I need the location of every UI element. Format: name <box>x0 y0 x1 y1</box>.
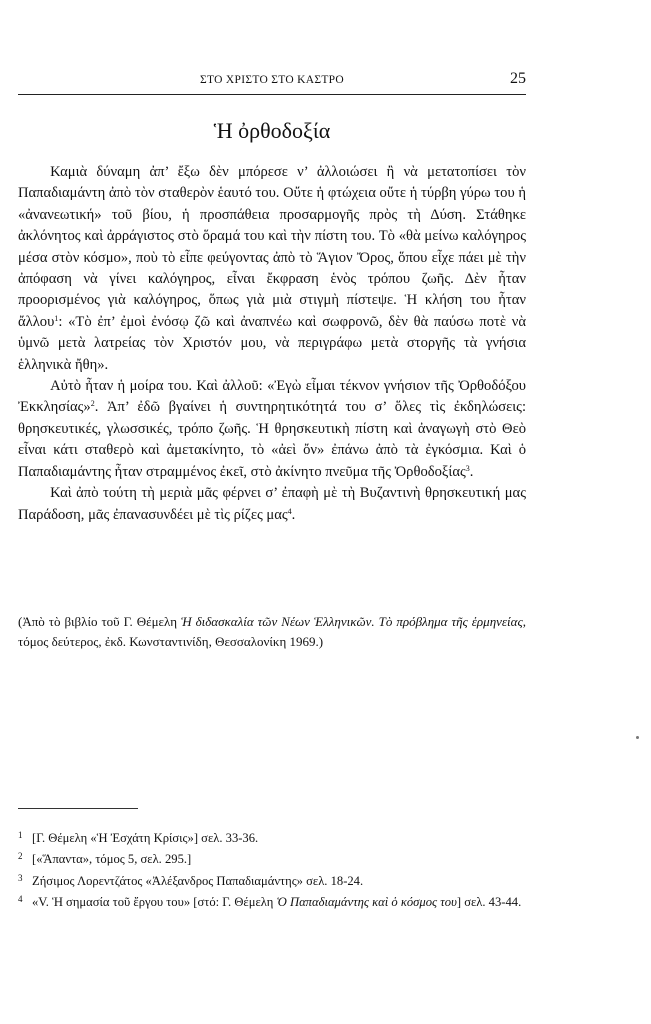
paragraph-text: . <box>469 463 474 480</box>
citation-text: (Ἀπὸ τὸ βιβλίο τοῦ Γ. Θέμελη <box>18 614 181 629</box>
footnote <box>18 826 526 847</box>
footnote <box>18 890 526 911</box>
paragraph-text: Αὐτὸ ἦταν ἡ μοίρα του. Καὶ ἀλλοῦ: «Ἐγὼ εἶμαι τέκνον γνήσιον τῆς Ὀρθοδόξου Ἐκκλησίας» <box>18 378 526 416</box>
footnote-text: Ζήσιμος Λορεντζάτος «Ἀλέξανδρος Παπαδιαμάντης» σελ. 18-24. <box>32 873 364 888</box>
citation-book-title: Ἡ διδασκαλία τῶν Νέων Ἑλληνικῶν. Τὸ πρόβλημα τῆς ἑρμηνείας <box>180 614 523 629</box>
footnote-divider <box>18 808 138 809</box>
footnote <box>18 847 526 868</box>
paragraph <box>18 483 526 526</box>
footnote-ref: 3 <box>465 463 470 473</box>
body-text <box>18 162 526 526</box>
footnote-ref: 2 <box>90 399 95 409</box>
footnotes <box>18 826 526 911</box>
paragraph-text: Καμιὰ δύναμη ἀπ’ ἔξω δὲν μπόρεσε ν’ ἀλλοιώσει ἢ νὰ μετατοπίσει τὸν Παπαδιαμάντη ἀπὸ τὸν σταθερὸν ἑαυτό του. Οὔτε ἡ φτώχεια οὔτε ἡ τύρβη γύρω του ἡ «ἀνανεωτική» τοῦ βίου, ἡ προσπάθεια προσαρμογῆς πρὸς τὴ Δύση. Στάθηκε ἀκλόνητος καὶ ἀρράγιστος στὸ ὅραμά του καὶ τὴν πίστη του. Τὸ «θὰ μείνω καλόγηρος μέσα στὸν κόσμο», ποὺ τὸ εἶπε φεύγοντας ἀπὸ τὸ Ἅγιον Ὄρος, ὅπου εἶχε πάει μὲ τὴν ἀπόφαση νὰ γίνει καλόγηρος, εἶναι ἔκφραση ἑνὸς τρόπου ζωῆς. Δὲν ἦταν προορισμένος γιὰ καλόγηρος, ὅπως γιὰ μιὰ στιγμὴ πίστεψε. Ἡ κλήση του ἦταν ἄλλου <box>18 164 526 330</box>
footnote-ref: 1 <box>54 313 59 323</box>
footnote-ref: 4 <box>287 506 292 516</box>
footnote-number: 1 <box>18 830 23 840</box>
page-number: 25 <box>510 70 526 87</box>
stray-dot <box>636 736 639 739</box>
footnote-text: [«Ἅπαντα», τόμος 5, σελ. 295.] <box>32 852 192 867</box>
citation-text: , τόμος δεύτερος, ἐκδ. Κωνσταντινίδη, Θεσσαλονίκη 1969.) <box>18 614 526 649</box>
paragraph-text: Καὶ ἀπὸ τούτη τὴ μεριὰ μᾶς φέρνει σ’ ἐπαφὴ μὲ τὴ Βυζαντινὴ θρησκευτική μας Παράδοση, μᾶς ἐπανασυνδέει μὲ τὶς ρίζες μας <box>18 485 526 523</box>
paragraph <box>18 162 526 376</box>
footnote-text: «V. Ἡ σημασία τοῦ ἔργου του» [στό: Γ. Θέμελη <box>32 894 277 909</box>
chapter-title: Ἡ ὀρθοδοξία <box>213 118 331 143</box>
paragraph-text: . <box>291 506 296 523</box>
footnote-number: 3 <box>18 872 23 883</box>
running-title: ΣΤΟ ΧΡΙΣΤΟ ΣΤΟ ΚΑΣΤΡΟ <box>200 74 344 86</box>
paragraph <box>18 376 526 483</box>
running-header <box>18 68 526 95</box>
footnote-number: 4 <box>18 893 23 904</box>
paragraph-text: : «Τὸ ἐπ’ ἐμοὶ ἐνόσῳ ζῶ καὶ ἀναπνέω καὶ σωφρονῶ, δὲν θὰ παύσω ποτὲ νὰ ὑμνῶ μετὰ λατρείας τὸν Χριστόν μου, νὰ περιγράφω μετὰ στοργῆς τὰ γνήσια ἑλληνικὰ ἤθη». <box>18 313 526 373</box>
footnote-number: 2 <box>18 851 23 862</box>
footnote-text: ] σελ. 43-44. <box>456 894 522 909</box>
source-citation <box>18 612 526 652</box>
footnote-book-title: Ὁ Παπαδιαμάντης καὶ ὁ κόσμος του <box>276 894 457 909</box>
paragraph-text: . Ἀπ’ ἐδῶ βγαίνει ἡ συντηρητικότητά του σ’ ὅλες τὶς ἐκδηλώσεις: θρησκευτικές, γλωσσικές, τρόπο ζωῆς. Ἡ θρησκευτικὴ πίστη καὶ ἀναγωγὴ στὸ Θεὸ εἶναι κάτι σταθερὸ καὶ ἀμετακίνητο, τὸ «ἀεὶ ὄν» ἐπάνω ἀπὸ τὰ ἐγκόσμια. Καὶ ὁ Παπαδιαμάντης ἦταν στραμμένος ἐκεῖ, στὸ ἀκίνητο πνεῦμα τῆς Ὀρθοδοξίας <box>18 399 526 480</box>
footnote <box>18 869 526 890</box>
footnote-text: [Γ. Θέμελη «Ἡ Ἐσχάτη Κρίσις»] σελ. 33-36. <box>32 831 259 845</box>
